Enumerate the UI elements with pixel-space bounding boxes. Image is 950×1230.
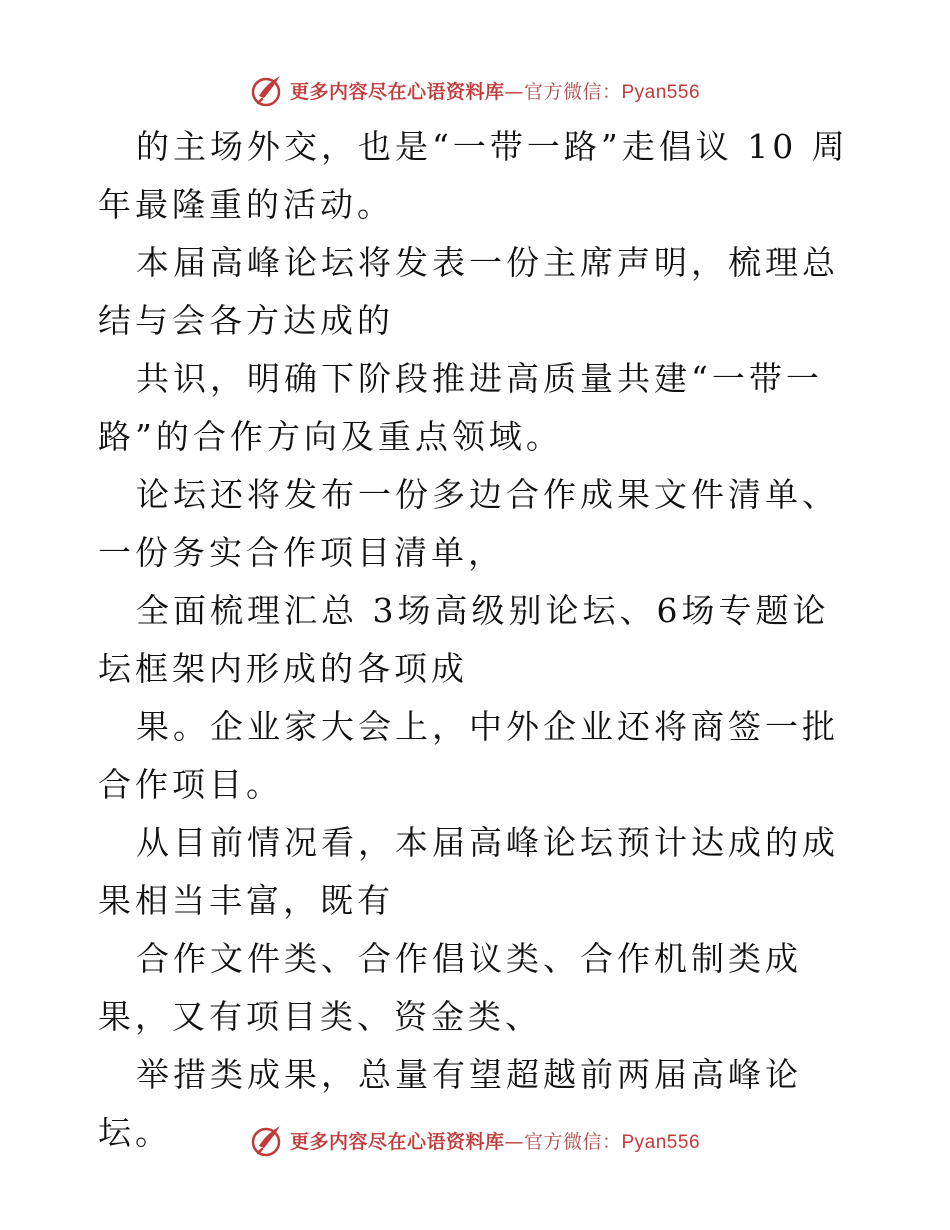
- quill-logo-icon: [250, 1122, 286, 1158]
- watermark-brand: 更多内容尽在心语资料库: [289, 1130, 505, 1153]
- quill-logo-icon: [250, 72, 286, 108]
- footer-watermark: [0, 1118, 950, 1162]
- paragraph: 的主场外交，也是“一带一路”走倡议 10 周年最隆重的活动。: [98, 127, 849, 224]
- watermark-text: [290, 77, 700, 104]
- watermark-official-label: 官方微信：: [523, 80, 622, 103]
- paragraph: 合作文件类、合作倡议类、合作机制类成果，又有项目类、资金类、: [98, 939, 802, 1036]
- paragraph: 全面梳理汇总 3场高级别论坛、6场专题论坛框架内形成的各项成: [98, 591, 830, 688]
- watermark-text: [290, 1127, 700, 1154]
- paragraph: 从目前情况看，本届高峰论坛预计达成的成果相当丰富，既有: [98, 823, 839, 920]
- paragraph: 本届高峰论坛将发表一份主席声明，梳理总结与会各方达成的: [98, 243, 839, 340]
- watermark-dash: —: [504, 80, 524, 103]
- watermark-brand: 更多内容尽在心语资料库: [289, 80, 505, 103]
- paragraph: 共识，明确下阶段推进高质量共建“一带一路”的合作方向及重点领域。: [98, 359, 823, 456]
- watermark-dash: —: [504, 1130, 524, 1153]
- header-watermark: [0, 68, 950, 112]
- paragraph: 果。企业家大会上，中外企业还将商签一批合作项目。: [98, 707, 839, 804]
- document-body: [98, 118, 858, 1162]
- watermark-official-label: 官方微信：: [523, 1130, 622, 1153]
- watermark-wechat-id: Pyan556: [621, 1131, 701, 1153]
- paragraph: 举措类成果，总量有望超越前两届高峰论坛。: [98, 1055, 802, 1152]
- watermark-wechat-id: Pyan556: [621, 81, 701, 103]
- paragraph: 论坛还将发布一份多边合作成果文件清单、一份务实合作项目清单，: [98, 475, 839, 572]
